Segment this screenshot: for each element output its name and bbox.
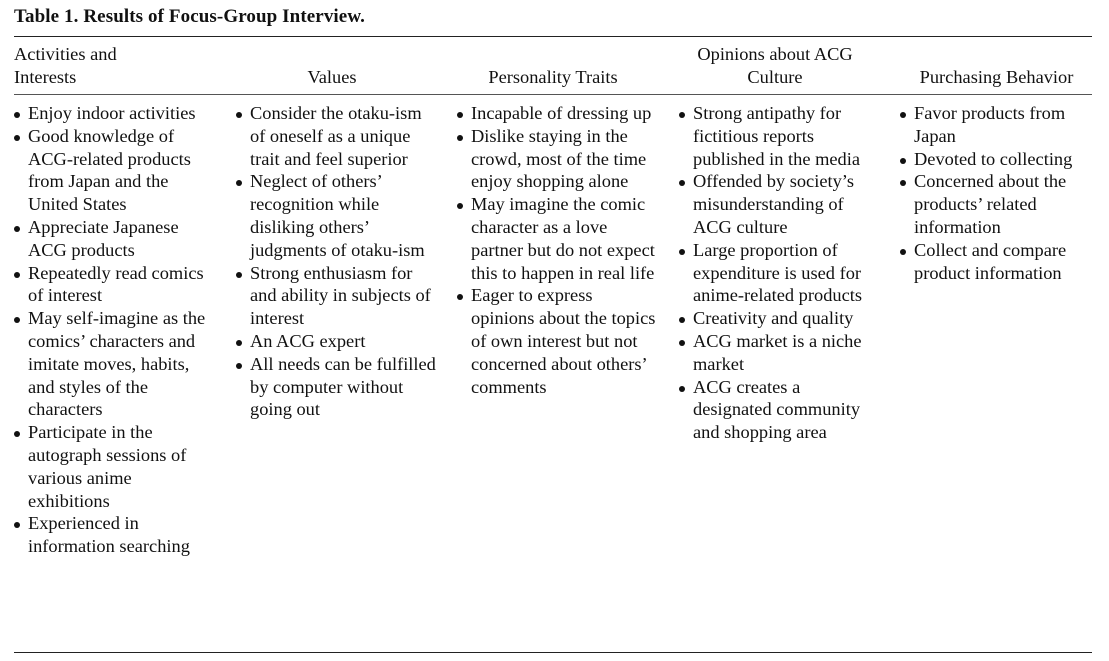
list-item: Repeatedly read comics of interest: [14, 262, 214, 308]
top-rule: [14, 36, 1092, 37]
list-item: Strong antipathy for fictitious reports published in the media: [679, 102, 879, 170]
header-activities: Activities and Interests: [14, 44, 117, 88]
list-item: Creativity and quality: [679, 307, 879, 330]
column-opinions: [679, 102, 879, 444]
list-item: All needs can be fulfilled by computer without going out: [236, 353, 436, 421]
column-values: [236, 102, 436, 421]
list-item: Large proportion of expenditure is used for anime-related products: [679, 239, 879, 307]
list-item: May imagine the comic character as a love partner but do not expect this to happen in real life: [457, 193, 657, 284]
list-item: Strong enthusiasm for and ability in subjects of interest: [236, 262, 436, 330]
header-values: Values: [307, 67, 357, 88]
column-activities: [14, 102, 214, 558]
list-item: Good knowledge of ACG-related products from Japan and the United States: [14, 125, 214, 216]
list-item: Collect and compare product information: [900, 239, 1100, 285]
list-item: Participate in the autograph sessions of various anime exhibitions: [14, 421, 214, 512]
list-item: Incapable of dressing up: [457, 102, 657, 125]
header-opinions: Opinions about ACG Culture: [697, 44, 853, 88]
list-item: Experienced in information searching: [14, 512, 214, 558]
column-personality: [457, 102, 657, 398]
list-item: Offended by society’s misunderstanding of ACG culture: [679, 170, 879, 238]
list-item: Devoted to collecting: [900, 148, 1100, 171]
list-item: Neglect of others’ recognition while disliking others’ judgments of otaku-ism: [236, 170, 436, 261]
list-item: ACG market is a niche market: [679, 330, 879, 376]
header-personality: Personality Traits: [488, 67, 618, 88]
list-item: Eager to express opinions about the topics of own interest but not concerned about others’ comments: [457, 284, 657, 398]
bottom-rule: [14, 652, 1092, 653]
table-caption: Table 1. Results of Focus-Group Interview.: [14, 6, 365, 27]
column-purchasing: [900, 102, 1100, 284]
list-item: Concerned about the products’ related information: [900, 170, 1100, 238]
list-item: Enjoy indoor activities: [14, 102, 214, 125]
list-item: ACG creates a designated community and shopping area: [679, 376, 879, 444]
list-item: An ACG expert: [236, 330, 436, 353]
header-purchasing: Purchasing Behavior: [919, 67, 1074, 88]
list-item: May self-imagine as the comics’ characters and imitate moves, habits, and styles of the characters: [14, 307, 214, 421]
header-rule: [14, 94, 1092, 95]
list-item: Favor products from Japan: [900, 102, 1100, 148]
list-item: Appreciate Japanese ACG products: [14, 216, 214, 262]
list-item: Consider the otaku-ism of oneself as a unique trait and feel superior: [236, 102, 436, 170]
list-item: Dislike staying in the crowd, most of the time enjoy shopping alone: [457, 125, 657, 193]
